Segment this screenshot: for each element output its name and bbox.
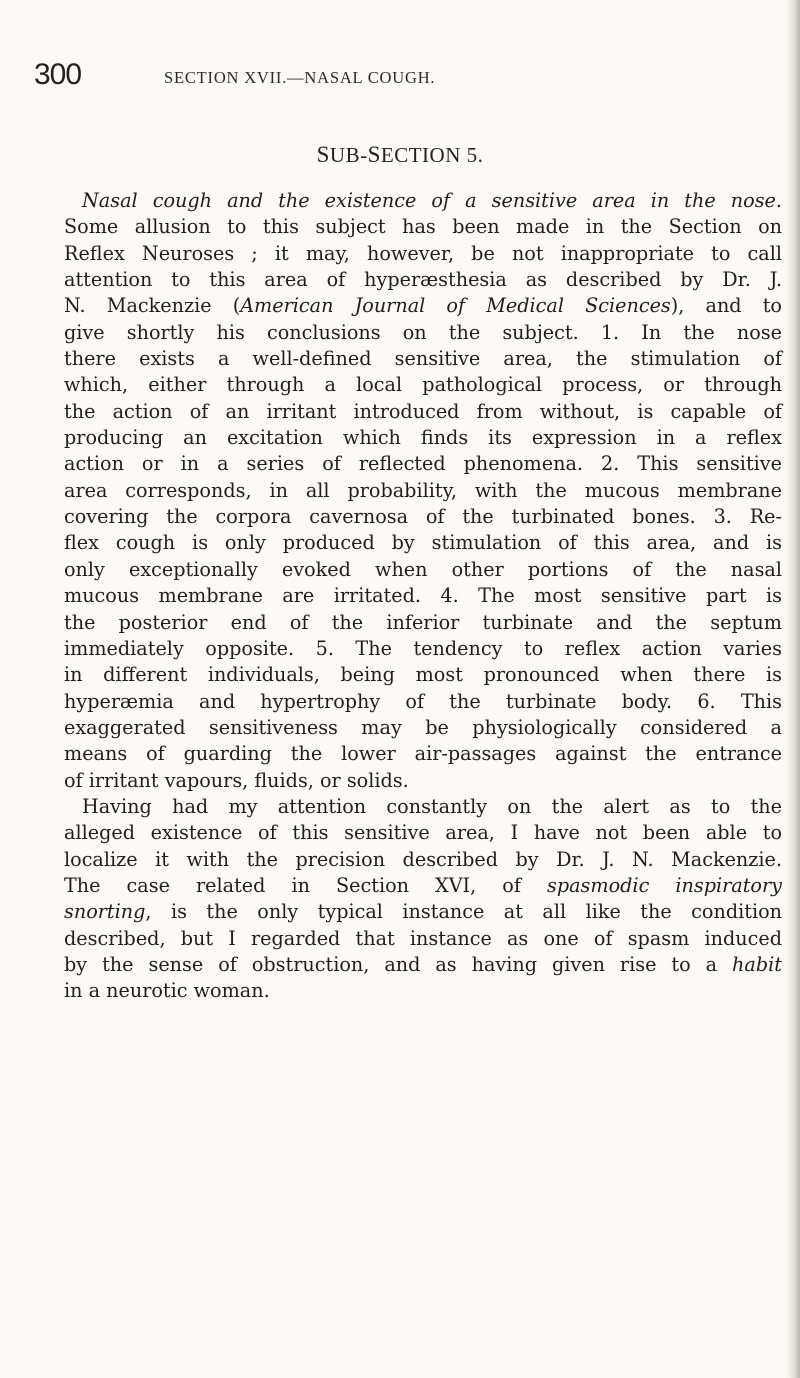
subsection-title: SUB-SECTION 5. [316, 142, 484, 167]
text-line: producing an excitation which finds its expression in a reflex [64, 426, 782, 450]
text-line: give shortly his conclusions on the subject. 1. In the nose [64, 320, 782, 344]
text-line: Reflex Neuroses ; it may, however, be not inappropriate to call [64, 241, 782, 265]
text-line: the action of an irritant introduced from without, is capable of [64, 399, 782, 423]
page-header [34, 56, 766, 96]
text-line: by the sense of obstruction, and as having given rise to a habit [64, 952, 782, 976]
text-line: only exceptionally evoked when other portions of the nasal [64, 557, 782, 581]
text-line: alleged existence of this sensitive area, I have not been able to [64, 821, 782, 845]
text-line: there exists a well-defined sensitive area, the stimulation of [64, 347, 782, 371]
text-line: covering the corpora cavernosa of the turbinated bones. 3. Re- [64, 505, 782, 529]
text-line: N. Mackenzie (American Journal of Medical Sciences), and to [64, 294, 782, 318]
page-edge-shadow [786, 0, 800, 1378]
text-line: flex cough is only produced by stimulation of this area, and is [64, 531, 782, 555]
text-line: Some allusion to this subject has been made in the Section on [64, 215, 782, 239]
text-line: in different individuals, being most pronounced when there is [64, 663, 782, 687]
text-line: snorting, is the only typical instance at all like the condition [64, 900, 782, 924]
text-line: Having had my attention constantly on the alert as to the [82, 794, 782, 818]
text-line: of irritant vapours, fluids, or solids. [64, 768, 409, 792]
text-line: area corresponds, in all probability, with the mucous membrane [64, 478, 782, 502]
text-line: hyperæmia and hypertrophy of the turbinate body. 6. This [64, 689, 782, 713]
text-line: attention to this area of hyperæsthesia as described by Dr. J. [64, 268, 782, 292]
paragraph-heading: Nasal cough and the existence of a sensitive area in the nose. [82, 189, 782, 212]
text-line: exaggerated sensitiveness may be physiologically considered a [64, 715, 782, 739]
text-line: means of guarding the lower air-passages against the entrance [64, 742, 782, 766]
text-line: which, either through a local pathological process, or through [64, 373, 782, 397]
text-line: action or in a series of reflected phenomena. 2. This sensitive [64, 452, 782, 476]
text-line: mucous membrane are irritated. 4. The most sensitive part is [64, 584, 782, 608]
text-line: in a neurotic woman. [64, 979, 270, 1003]
text-line: described, but I regarded that instance as one of spasm induced [64, 926, 782, 950]
text-line: The case related in Section XVI, of spasmodic inspiratory [64, 873, 782, 897]
page-number: 300 [34, 58, 82, 91]
text-line: the posterior end of the inferior turbinate and the septum [64, 610, 782, 634]
text-line: localize it with the precision described by Dr. J. N. Mackenzie. [64, 847, 782, 871]
body-text [64, 188, 782, 1005]
text-line: immediately opposite. 5. The tendency to reflex action varies [64, 636, 782, 660]
running-head: SECTION XVII.—NASAL COUGH. [164, 68, 436, 87]
